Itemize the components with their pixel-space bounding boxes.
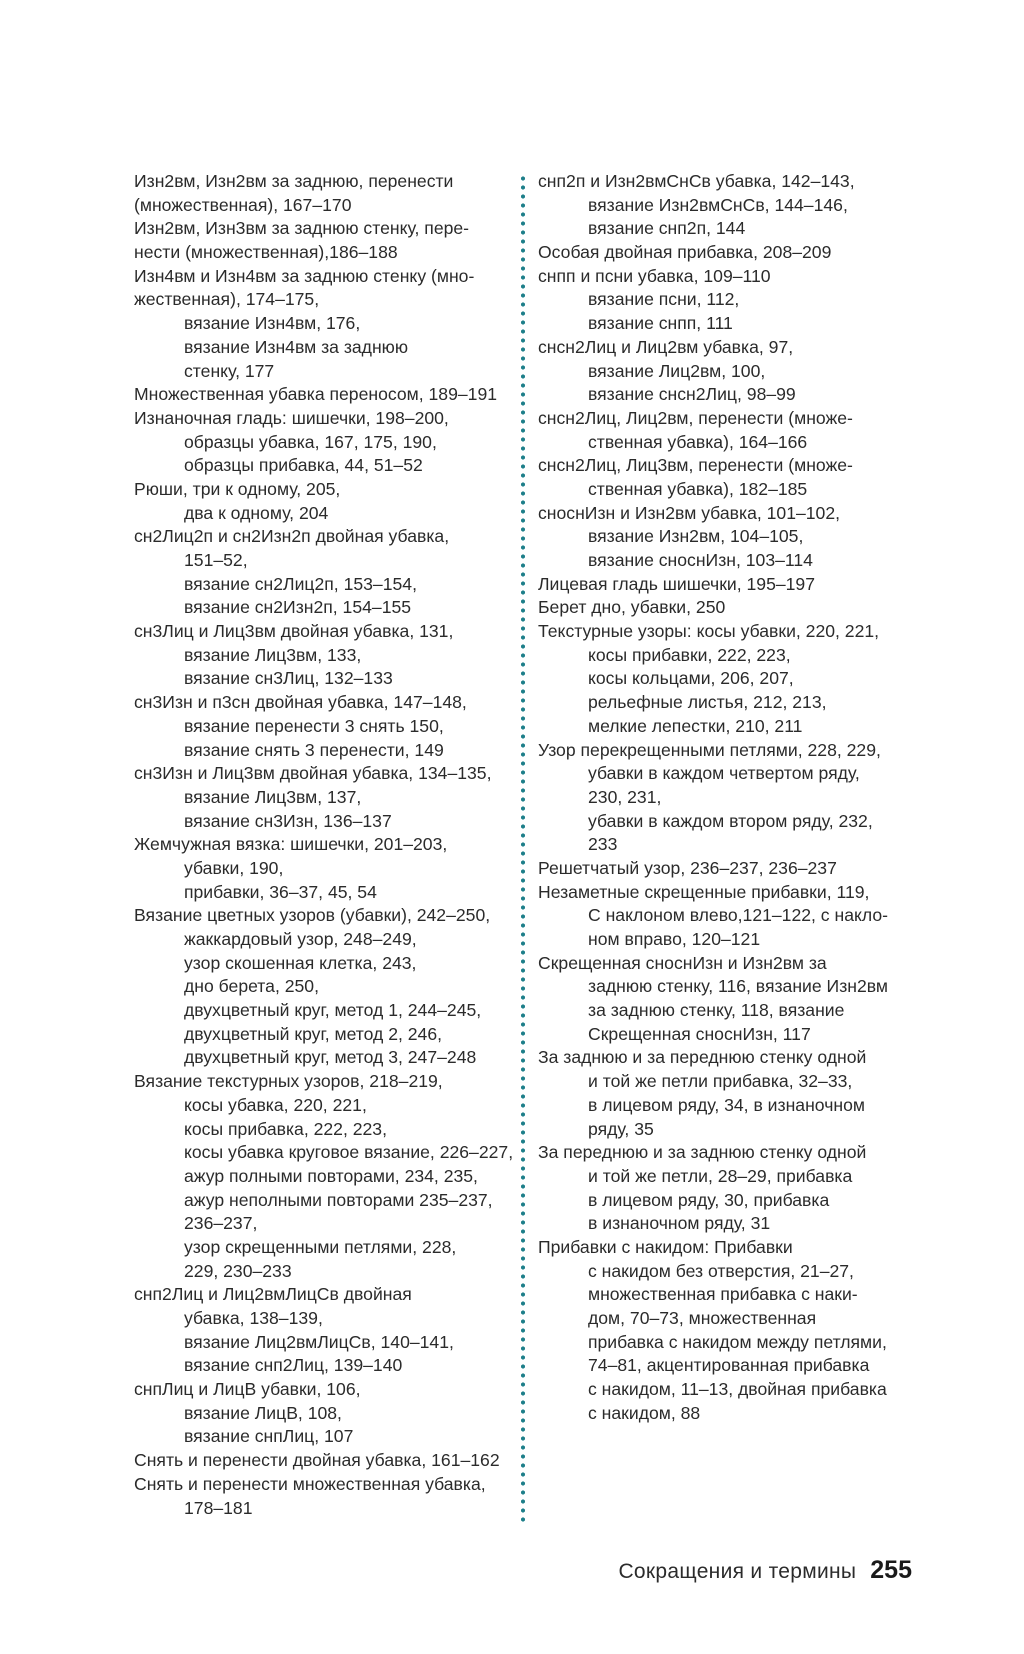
index-subentry: и той же петли, 28–29, прибавка: [588, 1165, 853, 1186]
index-subentry: двухцветный круг, метод 1, 244–245,: [184, 1000, 482, 1021]
index-entry: снпЛиц и ЛицВ убавки, 106,: [134, 1379, 361, 1400]
index-entry: Рюши, три к одному, 205,: [134, 478, 341, 499]
index-subentry: ном вправо, 120–121: [588, 929, 761, 949]
index-subentry: 74–81, акцентированная прибавка: [588, 1355, 870, 1376]
index-entry: нести (множественная),186–188: [134, 242, 398, 263]
index-subentry: ственная убавка), 164–166: [588, 431, 808, 452]
index-subentry: стенку, 177: [184, 360, 275, 381]
index-subentry: вязание Лиц2вмЛицСв, 140–141,: [184, 1331, 454, 1352]
index-entry: Скрещенная сноснИзн и Изн2вм за: [538, 952, 827, 973]
index-subentry: ственная убавка), 182–185: [588, 478, 808, 499]
index-subentry: косы кольцами, 206, 207,: [588, 668, 794, 689]
index-subentry: вязание Лиц3вм, 137,: [184, 786, 362, 807]
dotted-column-divider: [521, 174, 525, 1524]
index-entry: Снять и перенести множественная убавка,: [134, 1473, 486, 1494]
index-subentry: ажур неполными повторами 235–237,: [184, 1189, 493, 1210]
index-entry: Берет дно, убавки, 250: [538, 597, 726, 618]
index-subentry: мелкие лепестки, 210, 211: [588, 715, 803, 736]
index-entry: За заднюю и за переднюю стенку одной: [538, 1047, 867, 1068]
index-entry: Незаметные скрещенные прибавки, 119,: [538, 881, 870, 902]
index-entry: Изнаночная гладь: шишечки, 198–200,: [134, 407, 449, 428]
index-subentry: дом, 70–73, множественная: [588, 1308, 817, 1328]
index-subentry: жаккардовый узор, 248–249,: [184, 929, 417, 949]
index-entry: Изн4вм и Изн4вм за заднюю стенку (мно-: [134, 265, 475, 286]
index-subentry: ряду, 35: [588, 1118, 654, 1139]
index-subentry: вязание сноснИзн, 103–114: [588, 550, 813, 570]
index-entry: Снять и перенести двойная убавка, 161–162: [134, 1450, 500, 1471]
index-subentry: вязание снп2п, 144: [588, 218, 746, 239]
index-subentry: 230, 231,: [588, 786, 662, 807]
page-number: 255: [870, 1556, 912, 1584]
index-subentry: прибавка с накидом между петлями,: [588, 1331, 887, 1352]
index-subentry: убавки в каждом втором ряду, 232,: [588, 810, 873, 831]
index-subentry: вязание псни, 112,: [588, 289, 740, 310]
section-title: Сокращения и термины: [618, 1560, 857, 1583]
index-subentry: с накидом, 88: [588, 1402, 701, 1423]
index-entry: За переднюю и за заднюю стенку одной: [538, 1142, 867, 1163]
index-subentry: 236–237,: [184, 1213, 258, 1234]
index-subentry: с накидом без отверстия, 21–27,: [588, 1260, 854, 1281]
index-subentry: косы убавка, 220, 221,: [184, 1094, 367, 1115]
index-entry: Решетчатый узор, 236–237, 236–237: [538, 857, 837, 878]
index-subentry: 233: [588, 834, 618, 855]
index-entry: Текстурные узоры: косы убавки, 220, 221,: [538, 621, 880, 642]
index-entry: Изн2вм, Изн2вм за заднюю, перенести: [134, 171, 454, 191]
index-subentry: вязание снп2Лиц, 139–140: [184, 1355, 403, 1376]
index-entry: сн3Изн и Лиц3вм двойная убавка, 134–135,: [134, 763, 492, 784]
index-entry: снсн2Лиц, Лиц2вм, перенести (множе-: [538, 407, 853, 428]
index-subentry: дно берета, 250,: [184, 976, 319, 997]
index-subentry: образцы прибавка, 44, 51–52: [184, 455, 423, 476]
index-subentry: ажур полными повторами, 234, 235,: [184, 1165, 478, 1186]
index-subentry: вязание снпЛиц, 107: [184, 1426, 354, 1447]
index-subentry: вязание сн3Изн, 136–137: [184, 810, 392, 831]
index-subentry: 151–52,: [184, 550, 248, 570]
index-subentry: вязание сн2Лиц2п, 153–154,: [184, 573, 417, 594]
index-subentry: вязание снсн2Лиц, 98–99: [588, 384, 796, 405]
index-entry: Лицевая гладь шишечки, 195–197: [538, 573, 816, 594]
index-column-left: [134, 170, 514, 1520]
index-subentry: вязание ЛицВ, 108,: [184, 1402, 342, 1423]
index-subentry: образцы убавка, 167, 175, 190,: [184, 431, 437, 452]
index-entry: сн3Изн и п3сн двойная убавка, 147–148,: [134, 692, 467, 713]
index-entry: снп2п и Изн2вмСнСв убавка, 142–143,: [538, 171, 855, 191]
index-subentry: вязание снять 3 перенести, 149: [184, 739, 444, 760]
index-entry: снпп и псни убавка, 109–110: [538, 265, 771, 286]
index-column-right: [538, 170, 928, 1425]
index-subentry: 178–181: [184, 1497, 253, 1518]
index-subentry: за заднюю стенку, 118, вязание: [588, 1000, 845, 1021]
index-subentry: вязание Лиц2вм, 100,: [588, 360, 766, 381]
index-subentry: вязание Изн2вмСнСв, 144–146,: [588, 194, 848, 215]
index-subentry: убавки, 190,: [184, 857, 284, 878]
index-subentry: косы прибавка, 222, 223,: [184, 1118, 387, 1139]
index-entry: Изн2вм, Изн3вм за заднюю стенку, пере-: [134, 218, 470, 239]
index-subentry: двухцветный круг, метод 2, 246,: [184, 1023, 443, 1044]
index-subentry: вязание Изн2вм, 104–105,: [588, 526, 804, 547]
index-subentry: Скрещенная сноснИзн, 117: [588, 1023, 811, 1044]
index-subentry: вязание Изн4вм, 176,: [184, 313, 361, 334]
index-subentry: вязание снпп, 111: [588, 313, 733, 334]
index-subentry: косы прибавки, 222, 223,: [588, 644, 791, 665]
index-subentry: рельефные листья, 212, 213,: [588, 692, 827, 713]
index-subentry: два к одному, 204: [184, 502, 329, 523]
index-subentry: в лицевом ряду, 34, в изнаночном: [588, 1094, 865, 1115]
index-subentry: 229, 230–233: [184, 1260, 292, 1281]
index-entry: жественная), 174–175,: [134, 289, 320, 310]
index-subentry: двухцветный круг, метод 3, 247–248: [184, 1047, 477, 1068]
index-entry: Узор перекрещенными петлями, 228, 229,: [538, 739, 881, 760]
index-subentry: заднюю стенку, 116, вязание Изн2вм: [588, 976, 889, 997]
index-entry: Прибавки с накидом: Прибавки: [538, 1236, 793, 1257]
index-subentry: и той же петли прибавка, 32–33,: [588, 1071, 853, 1092]
index-entry: Множественная убавка переносом, 189–191: [134, 384, 498, 405]
index-subentry: вязание Изн4вм за заднюю: [184, 336, 409, 357]
index-subentry: косы убавка круговое вязание, 226–227,: [184, 1142, 514, 1163]
index-subentry: в лицевом ряду, 30, прибавка: [588, 1189, 830, 1210]
index-entry: сноснИзн и Изн2вм убавка, 101–102,: [538, 502, 841, 523]
index-entry: сн3Лиц и Лиц3вм двойная убавка, 131,: [134, 621, 454, 642]
index-entry: Вязание текстурных узоров, 218–219,: [134, 1071, 443, 1092]
index-subentry: вязание сн3Лиц, 132–133: [184, 668, 393, 689]
index-subentry: убавка, 138–139,: [184, 1308, 323, 1328]
index-subentry: узор скошенная клетка, 243,: [184, 952, 417, 973]
index-subentry: узор скрещенными петлями, 228,: [184, 1236, 457, 1257]
index-entry: Особая двойная прибавка, 208–209: [538, 242, 832, 263]
index-subentry: вязание перенести 3 снять 150,: [184, 715, 444, 736]
index-entry: Вязание цветных узоров (убавки), 242–250,: [134, 905, 491, 926]
index-entry: сн2Лиц2п и сн2Изн2п двойная убавка,: [134, 526, 450, 547]
index-entry: снсн2Лиц и Лиц2вм убавка, 97,: [538, 336, 794, 357]
index-entry: снсн2Лиц, Лиц3вм, перенести (множе-: [538, 455, 853, 476]
index-subentry: прибавки, 36–37, 45, 54: [184, 881, 377, 902]
index-subentry: С наклоном влево,121–122, с накло-: [588, 905, 888, 926]
index-entry: снп2Лиц и Лиц2вмЛицСв двойная: [134, 1284, 412, 1305]
index-subentry: множественная прибавка с наки-: [588, 1284, 858, 1305]
page-footer: [618, 1556, 912, 1585]
index-entry: Жемчужная вязка: шишечки, 201–203,: [134, 834, 448, 855]
index-subentry: вязание сн2Изн2п, 154–155: [184, 597, 412, 618]
index-subentry: вязание Лиц3вм, 133,: [184, 644, 362, 665]
index-subentry: с накидом, 11–13, двойная прибавка: [588, 1379, 887, 1400]
index-subentry: в изнаночном ряду, 31: [588, 1213, 771, 1234]
index-entry: (множественная), 167–170: [134, 194, 352, 215]
index-subentry: убавки в каждом четвертом ряду,: [588, 763, 860, 784]
